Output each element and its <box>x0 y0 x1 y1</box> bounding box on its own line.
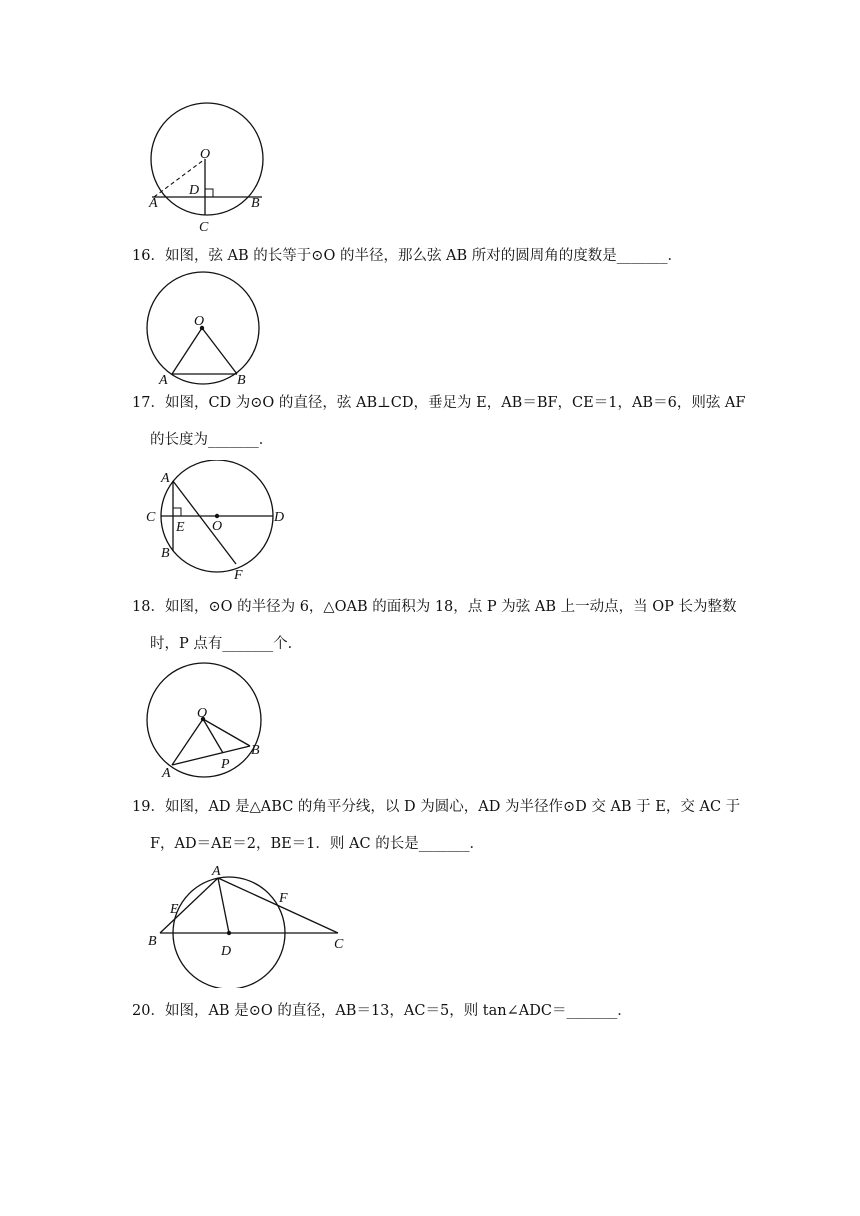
label-D: D <box>274 510 285 525</box>
label-F: F <box>234 568 243 583</box>
question-number: 17． <box>132 395 165 411</box>
label-E: E <box>170 902 179 917</box>
figure-circle-chord-radius <box>140 268 270 388</box>
question-number: 18． <box>132 599 165 615</box>
label-F: F <box>279 891 288 906</box>
question-19 <box>132 789 741 863</box>
question-number: 20． <box>132 1003 165 1019</box>
label-A: A <box>212 864 221 879</box>
figure-diameter-chord-arc <box>144 460 294 585</box>
label-D: D <box>221 944 232 959</box>
label-B: B <box>148 934 157 949</box>
question-text-line2: F，AD＝AE＝2，BE＝1．则 AC 的长是_______． <box>150 836 484 852</box>
question-18 <box>132 589 737 663</box>
question-text: 如图，AB 是⊙O 的直径，AB＝13，AC＝5，则 tan∠ADC＝_______． <box>164 1003 632 1019</box>
question-text-line1: 如图，CD 为⊙O 的直径，弦 AB⊥CD，垂足为 E，AB＝BF，CE＝1，AB＝6，则弦 AF <box>164 395 746 411</box>
question-20 <box>132 993 732 1030</box>
label-A: A <box>162 766 171 781</box>
label-A: A <box>149 196 158 211</box>
label-C: C <box>334 937 344 952</box>
question-text-line2: 时，P 点有_______个． <box>150 636 303 652</box>
label-B: B <box>161 546 170 561</box>
label-C: C <box>199 220 209 235</box>
question-17 <box>132 385 746 459</box>
question-text-line1: 如图，⊙O 的半径为 6，△OAB 的面积为 18，点 P 为弦 AB 上一动点，当 OP 长为整数 <box>164 599 737 615</box>
label-B: B <box>237 373 246 388</box>
figure-triangle-in-circle <box>140 660 270 782</box>
question-text: 如图，弦 AB 的长等于⊙O 的半径，那么弦 AB 所对的圆周角的度数是_______． <box>164 248 683 264</box>
question-text-line2: 的长度为_______． <box>150 432 274 448</box>
label-D: D <box>189 183 200 198</box>
label-B: B <box>251 196 260 211</box>
question-number: 19． <box>132 799 165 815</box>
label-O: O <box>194 314 205 329</box>
label-P: P <box>221 757 230 772</box>
question-text-line1: 如图，AD 是△ABC 的角平分线，以 D 为圆心，AD 为半径作⊙D 交 AB 于 E，交 AC 于 <box>164 799 741 815</box>
question-number: 16． <box>132 248 165 264</box>
label-B: B <box>251 743 260 758</box>
figure-angle-bisector-circle <box>144 862 354 988</box>
label-A: A <box>159 373 168 388</box>
label-O: O <box>212 519 223 534</box>
label-C: C <box>146 510 156 525</box>
label-O: O <box>197 706 208 721</box>
label-A: A <box>161 471 170 486</box>
figure-circle-chord-perpendicular <box>140 100 270 235</box>
label-E: E <box>176 520 185 535</box>
label-O: O <box>200 147 211 162</box>
